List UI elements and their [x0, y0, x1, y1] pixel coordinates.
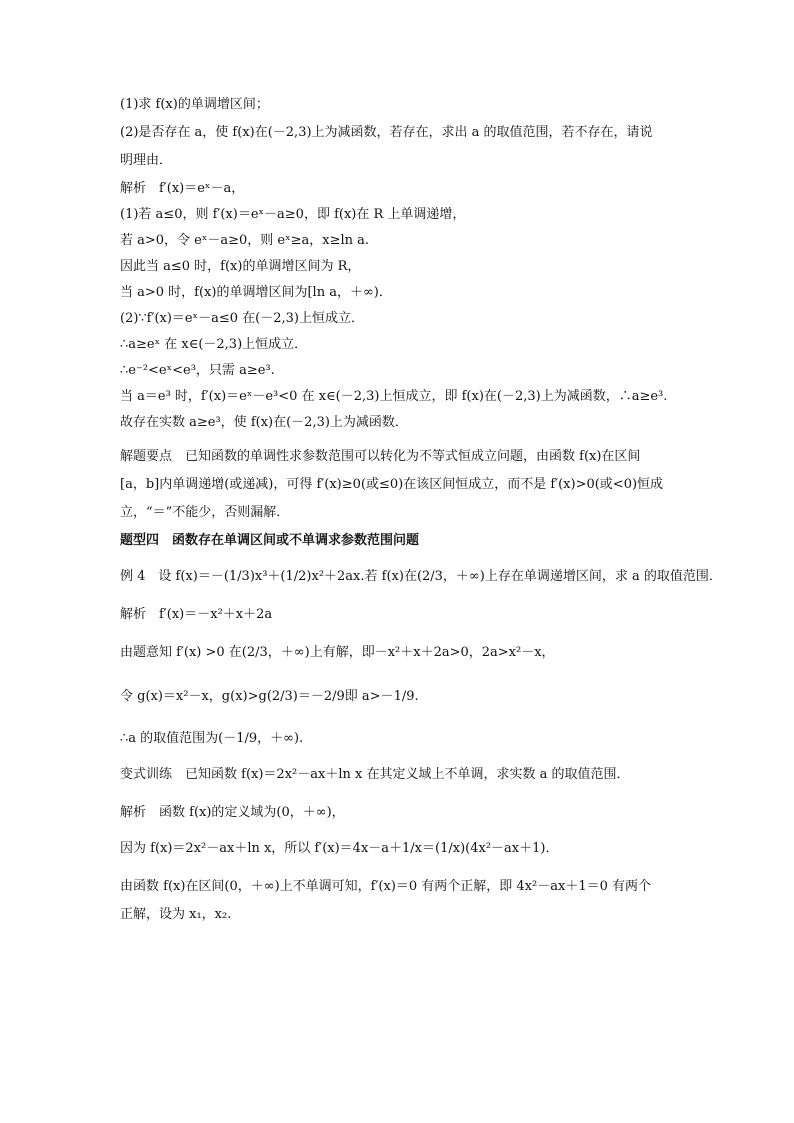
- tip-line: 解题要点 已知函数的单调性求参数范围可以转化为不等式恒成立问题，由函数 f(x)在区间: [120, 449, 641, 464]
- text-line: 因此当 a≤0 时，f(x)的单调增区间为 R，: [120, 259, 361, 274]
- text-line: (1)求 f(x)的单调增区间；: [120, 97, 269, 112]
- text-line: 明理由．: [120, 153, 173, 168]
- text-line: 因为 f(x)＝2x²－ax＋ln x，所以 f′(x)＝4x－a＋1/x＝(1/x)(4x²－ax＋1)．: [120, 841, 559, 856]
- example-line: 例 4 设 f(x)＝－(1/3)x³＋(1/2)x²＋2ax.若 f(x)在(2/3，＋∞)上存在单调递增区间，求 a 的取值范围．: [120, 569, 722, 584]
- text-line: ∴e⁻²<eˣ<e³，只需 a≥e³.: [120, 363, 275, 378]
- text-line: 正解，设为 x₁，x₂.: [120, 907, 232, 922]
- section-heading: 题型四 函数存在单调区间或不单调求参数范围问题: [120, 533, 420, 548]
- text-line: 解析 f′(x)＝eˣ－a，: [120, 181, 245, 196]
- text-line: 故存在实数 a≥e³，使 f(x)在(－2,3)上为减函数．: [120, 415, 408, 430]
- tip-line: [a，b]内单调递增(或递减)，可得 f′(x)≥0(或≤0)在该区间恒成立，而不是 f′(x)>0(或<0)恒成: [120, 477, 664, 492]
- tip-line: 立，“＝”不能少，否则漏解．: [120, 505, 290, 520]
- text-line: 由题意知 f′(x) >0 在(2/3，＋∞)上有解，即－x²＋x＋2a>0，2a>x²－x，: [120, 645, 555, 660]
- text-line: 解析 函数 f(x)的定义域为(0，＋∞)，: [120, 805, 345, 820]
- text-line: 当 a＝e³ 时，f′(x)＝eˣ－e³<0 在 x∈(－2,3)上恒成立，即 f(x)在(－2,3)上为减函数，∴a≥e³.: [120, 389, 668, 404]
- text-line: 解析 f′(x)＝－x²＋x＋2a: [120, 607, 273, 622]
- text-line: 当 a>0 时，f(x)的单调增区间为[ln a，＋∞)．: [120, 285, 392, 300]
- exercise-line: 变式训练 已知函数 f(x)＝2x²－ax＋ln x 在其定义域上不单调，求实数 a 的取值范围．: [120, 767, 630, 782]
- text-line: ∴a≥eˣ 在 x∈(－2,3)上恒成立．: [120, 337, 308, 352]
- text-line: (2)是否存在 a，使 f(x)在(－2,3)上为减函数，若存在，求出 a 的取值范围，若不存在，请说: [120, 125, 653, 140]
- text-line: ∴a 的取值范围为(－1/9，＋∞).: [120, 731, 304, 746]
- text-line: (2)∵f′(x)＝eˣ－a≤0 在(－2,3)上恒成立．: [120, 311, 364, 326]
- text-line: 令 g(x)＝x²－x，g(x)>g(2/3)＝－2/9即 a>－1/9.: [120, 689, 419, 704]
- text-line: 由函数 f(x)在区间(0，＋∞)上不单调可知，f′(x)＝0 有两个正解，即 4x²－ax＋1＝0 有两个: [120, 879, 652, 894]
- text-line: 若 a>0，令 eˣ－a≥0，则 eˣ≥a，x≥ln a.: [120, 233, 370, 248]
- text-line: (1)若 a≤0，则 f′(x)＝eˣ－a≥0，即 f(x)在 R 上单调递增，: [120, 207, 466, 222]
